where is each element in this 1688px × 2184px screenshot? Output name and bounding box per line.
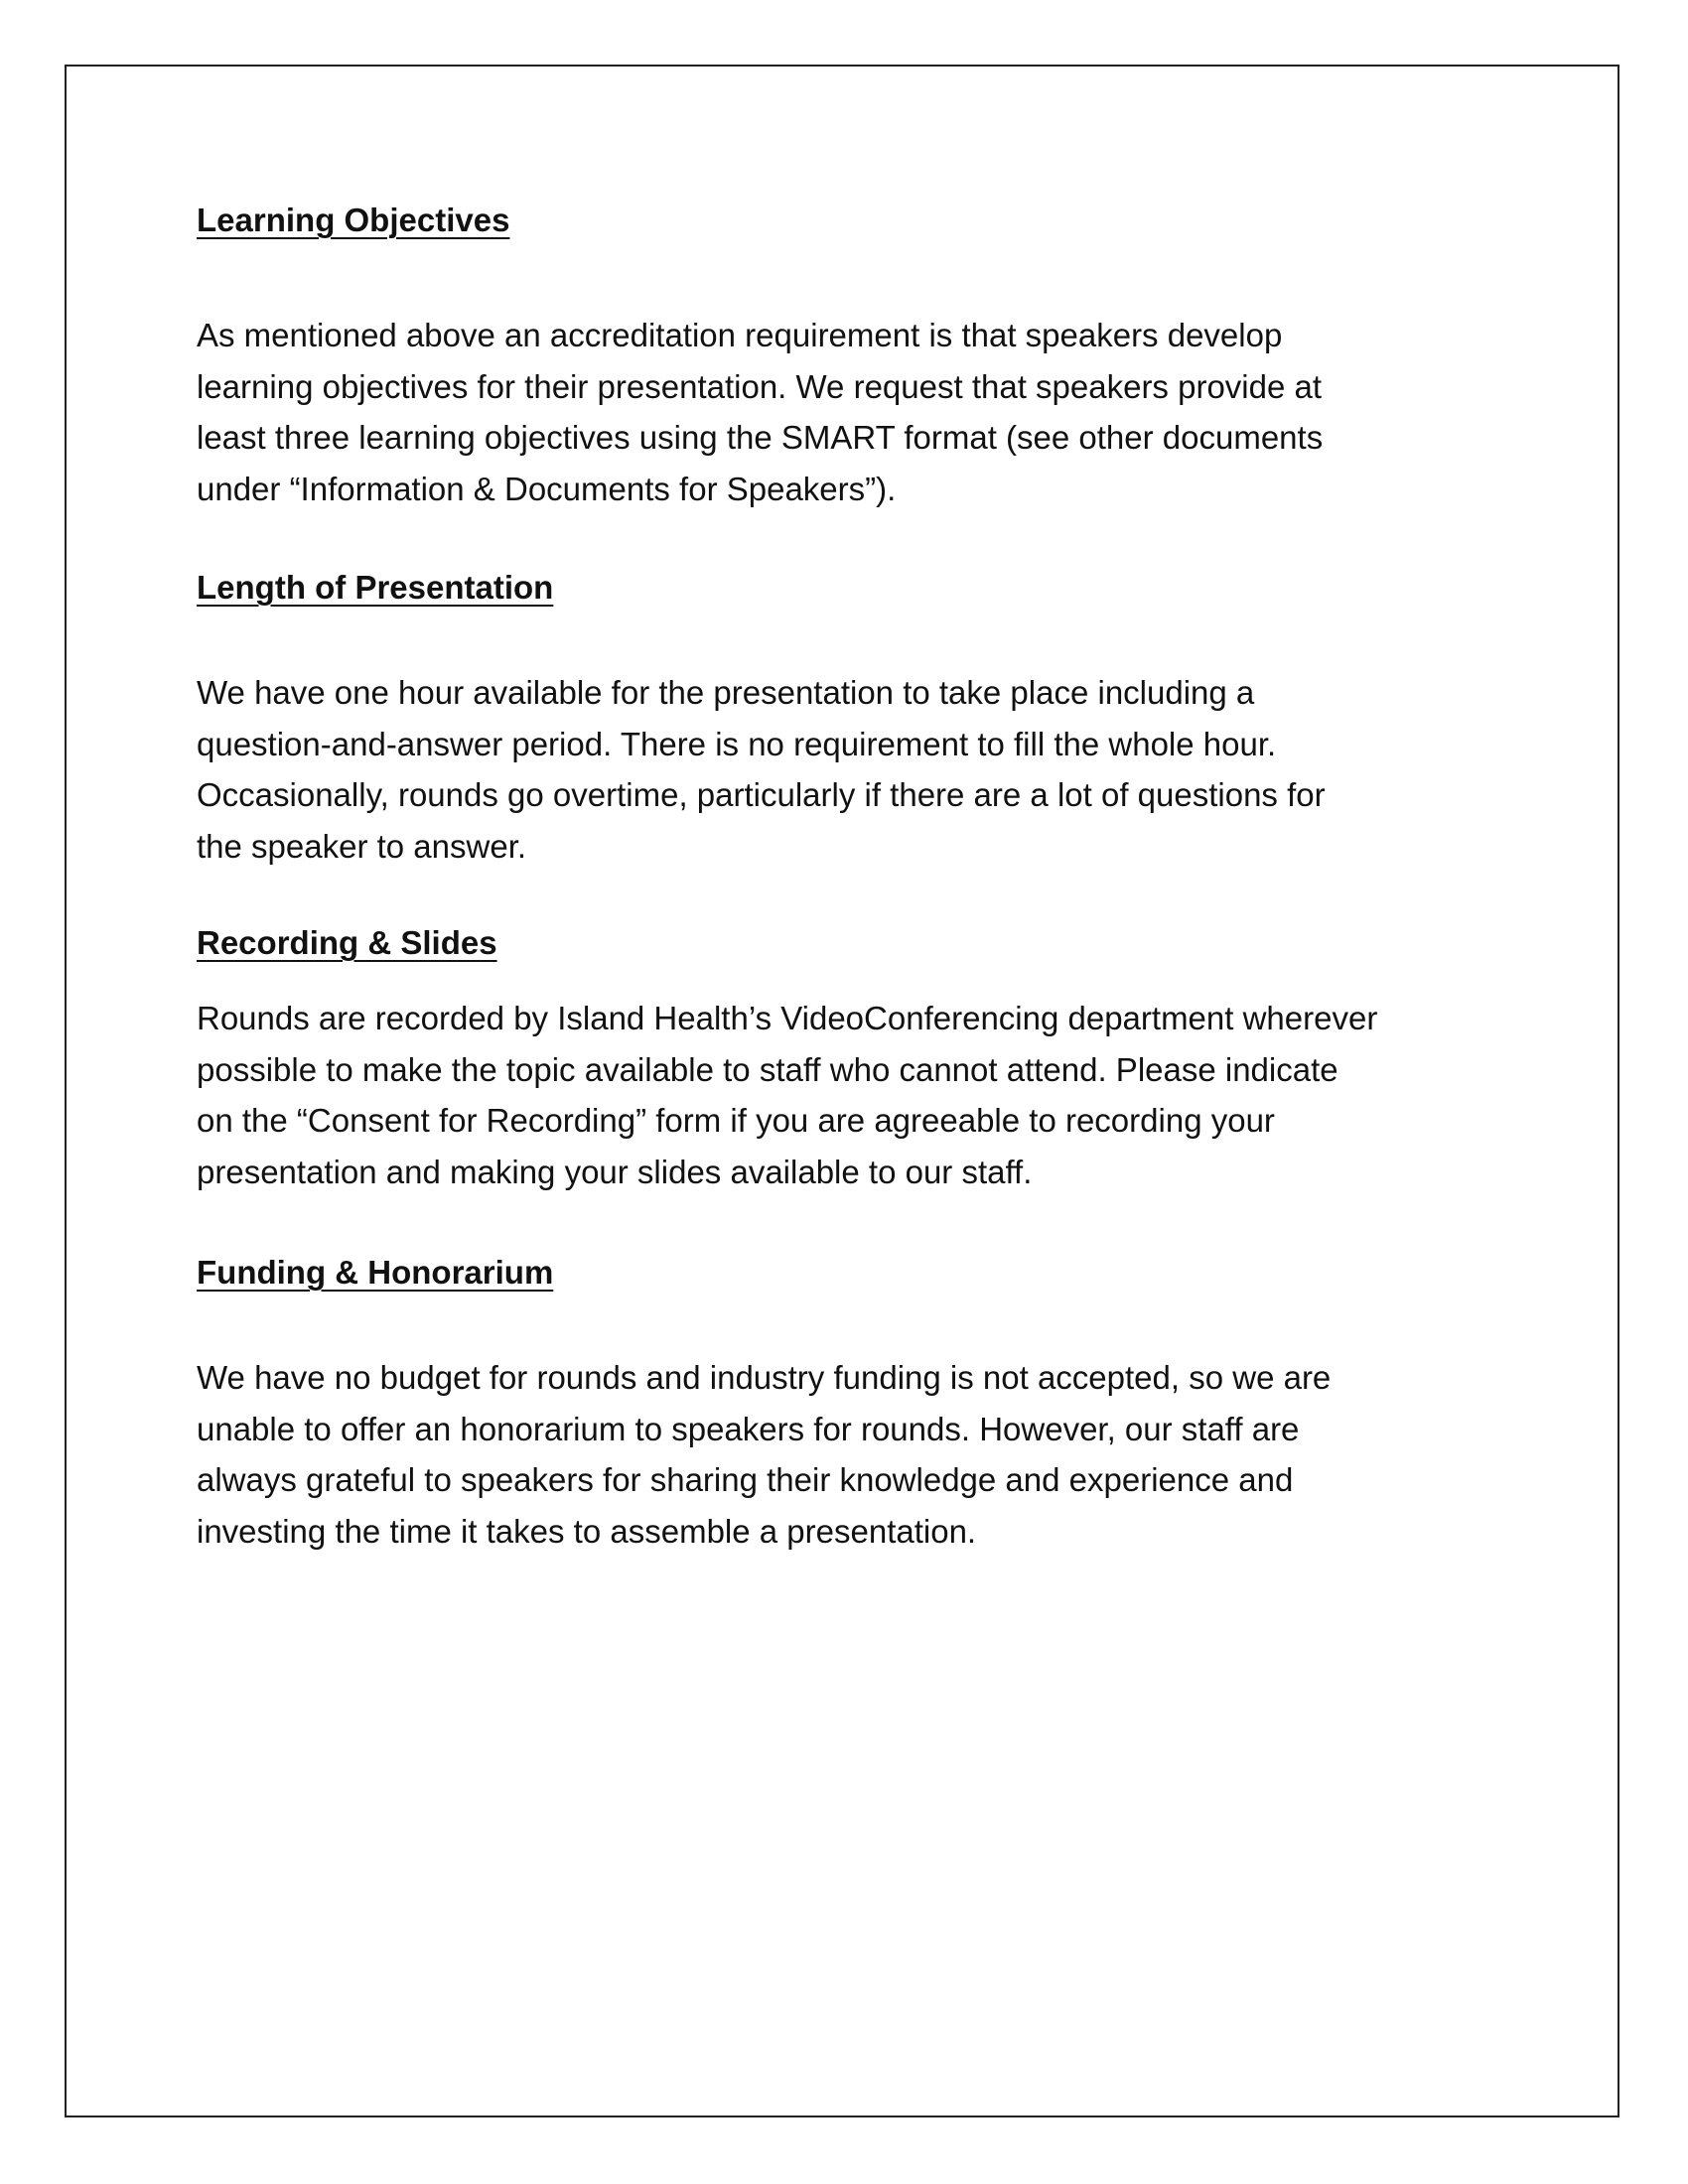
text-line: We have no budget for rounds and industry funding is not accepted, so we are <box>197 1359 1332 1396</box>
text-line: Occasionally, rounds go overtime, particularly if there are a lot of questions for <box>197 776 1326 813</box>
paragraph-funding-and-honorarium <box>197 1352 1331 1557</box>
paragraph-recording-and-slides <box>197 993 1377 1197</box>
text-line: As mentioned above an accreditation requirement is that speakers develop <box>197 317 1283 353</box>
text-line: on the “Consent for Recording” form if you are agreeable to recording your <box>197 1102 1275 1139</box>
text-line: the speaker to answer. <box>197 827 527 865</box>
heading-length-of-presentation: Length of Presentation <box>197 569 554 606</box>
text-line: presentation and making your slides available to our staff. <box>197 1153 1033 1190</box>
text-line: under “Information & Documents for Speakers”). <box>197 470 897 507</box>
text-line: Rounds are recorded by Island Health’s VideoConferencing department wherever <box>197 1000 1378 1036</box>
text-line: least three learning objectives using the SMART format (see other documents <box>197 419 1324 456</box>
paragraph-learning-objectives <box>197 310 1323 514</box>
text-line: question-and-answer period. There is no requirement to fill the whole hour. <box>197 725 1277 762</box>
text-line: possible to make the topic available to staff who cannot attend. Please indicate <box>197 1050 1338 1088</box>
heading-recording-and-slides: Recording & Slides <box>197 924 497 961</box>
text-line: always grateful to speakers for sharing their knowledge and experience and <box>197 1461 1294 1498</box>
text-line: We have one hour available for the presentation to take place including a <box>197 674 1255 711</box>
text-line: learning objectives for their presentation. We request that speakers provide at <box>197 367 1323 405</box>
paragraph-length-of-presentation <box>197 667 1326 872</box>
text-line: investing the time it takes to assemble a presentation. <box>197 1512 977 1550</box>
text-line: unable to offer an honorarium to speakers for rounds. However, our staff are <box>197 1410 1300 1447</box>
heading-learning-objectives: Learning Objectives <box>197 202 510 238</box>
heading-funding-and-honorarium: Funding & Honorarium <box>197 1254 554 1291</box>
